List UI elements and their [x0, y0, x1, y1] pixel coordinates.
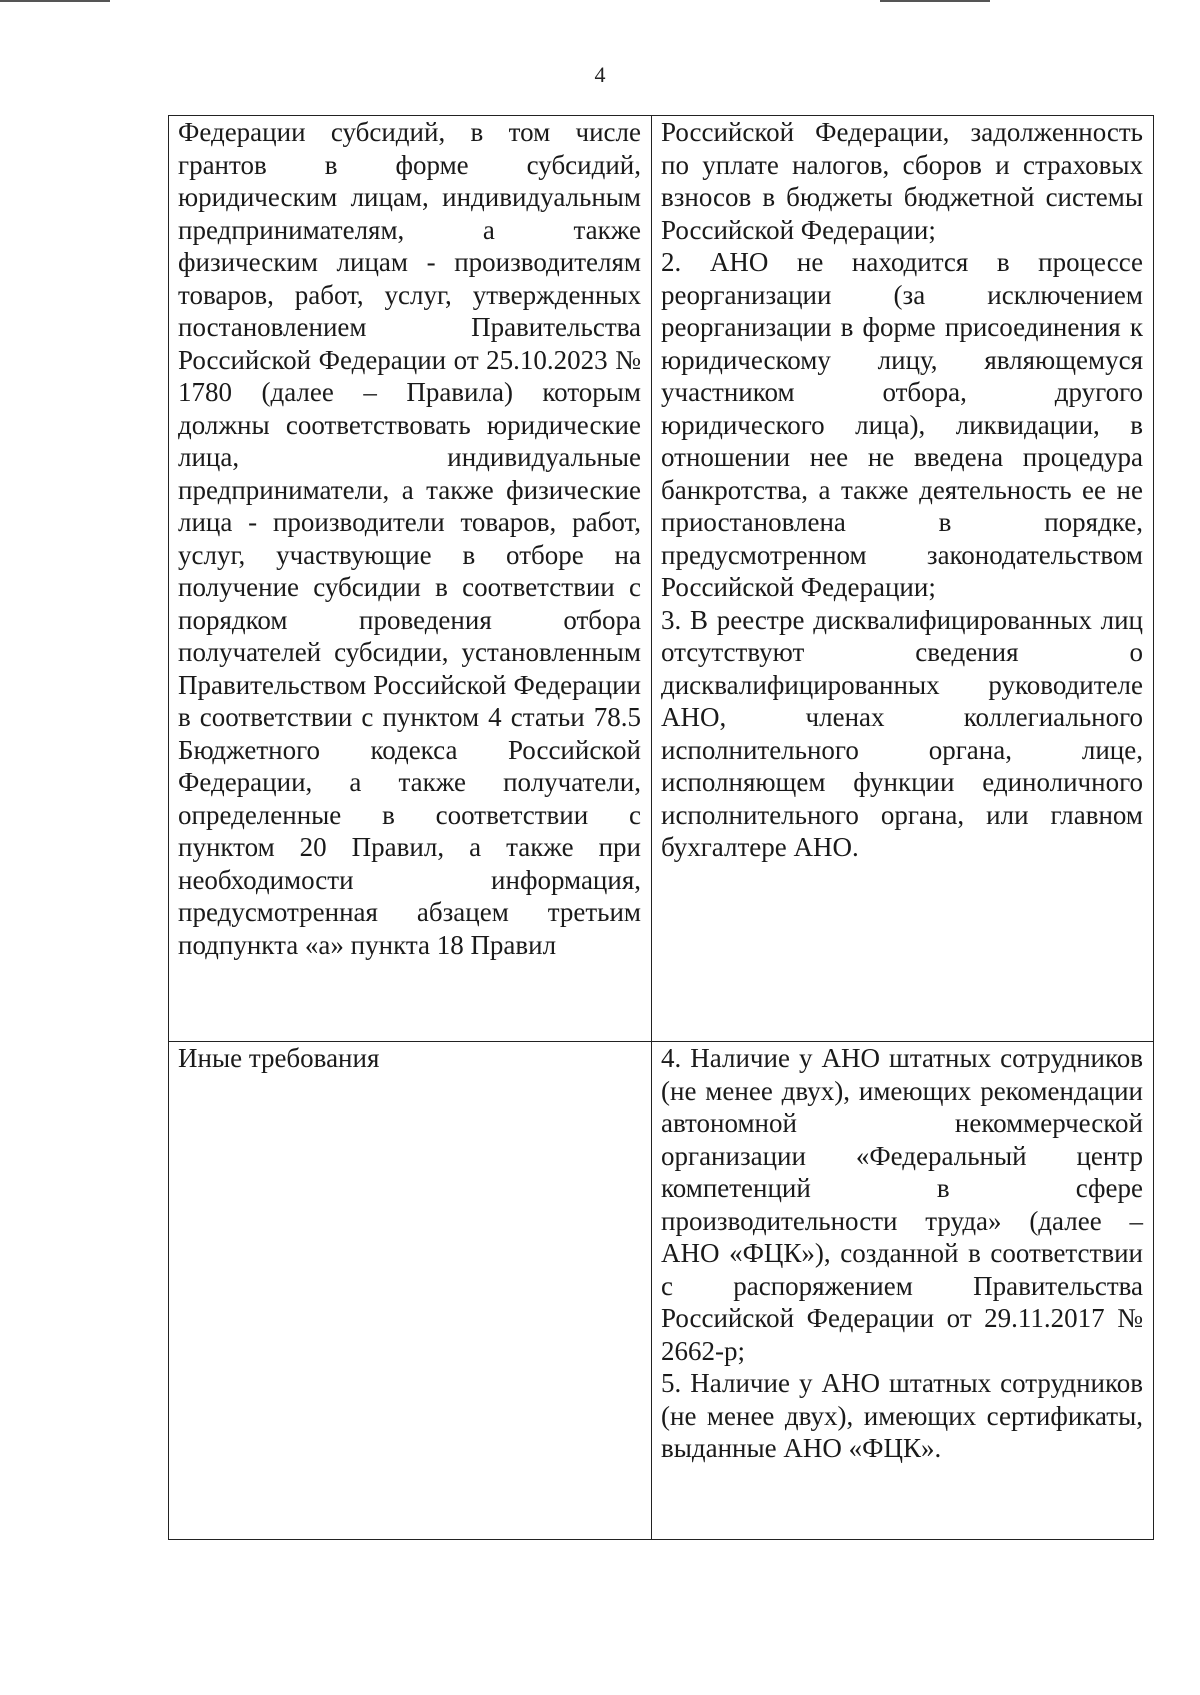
page-number: 4: [594, 62, 606, 87]
other-requirements-label: Иные требования: [178, 1043, 380, 1073]
requirement-paragraph: Российской Федерации, задолженность по уплате налогов, сборов и страховых взносов в бюджеты бюджетной системы Российской Федерации;: [661, 117, 1143, 245]
table-cell-left: [169, 1042, 652, 1540]
table-cell-left: [169, 116, 652, 1042]
requirement-paragraph: 4. Наличие у АНО штатных сотрудников (не менее двух), имеющих рекомендации автономной некоммерческой организации «Федеральный центр компетенций в сфере производительности труда» (далее – АНО «ФЦК»), созданной в соответствии с распоряжением Правительства Российской Федерации от 29.11.2017 № 2662-р;: [661, 1043, 1143, 1366]
table-row: [169, 1042, 1154, 1540]
scan-edge-mark: [0, 0, 110, 2]
requirements-table: [168, 115, 1154, 1540]
requirement-paragraph: 3. В реестре дисквалифицированных лиц отсутствуют сведения о дисквалифицированных руководителе АНО, членах коллегиального исполнительного органа, лице, исполняющем функции единоличного исполнительного органа, или главном бухгалтере АНО.: [661, 604, 1143, 862]
table-row: [169, 116, 1154, 1042]
table-cell-right: [652, 1042, 1154, 1540]
table-cell-right: [652, 116, 1154, 1042]
criteria-description: Федерации субсидий, в том числе грантов в форме субсидий, юридическим лицам, индивидуальным предпринимателям, а также физическим лицам - производителям товаров, работ, услуг, утвержденных постановлением Правительства Российской Федерации от 25.10.2023 № 1780 (далее – Правила) которым должны соответствовать юридические лица, индивидуальные предприниматели, а также физические лица - производители товаров, работ, услуг, участвующие в отборе на получение субсидии в соответствии с порядком проведения отбора получателей субсидии, установленным Правительством Российской Федерации в соответствии с пунктом 4 статьи 78.5 Бюджетного кодекса Российской Федерации, а также получатели, определенные в соответствии с пунктом 20 Правил, а также при необходимости информация, предусмотренная абзацем третьим подпункта «а» пункта 18 Правил: [178, 117, 641, 960]
requirement-paragraph: 2. АНО не находится в процессе реорганизации (за исключением реорганизации в форме присоединения к юридическому лицу, являющемуся участником отбора, другого юридического лица), ликвидации, в отношении нее не введена процедура банкротства, а также деятельность ее не приостановлена в порядке, предусмотренном законодательством Российской Федерации;: [661, 247, 1143, 602]
requirement-paragraph: 5. Наличие у АНО штатных сотрудников (не менее двух), имеющих сертификаты, выданные АНО «ФЦК».: [661, 1368, 1143, 1463]
scan-edge-mark: [880, 0, 990, 2]
